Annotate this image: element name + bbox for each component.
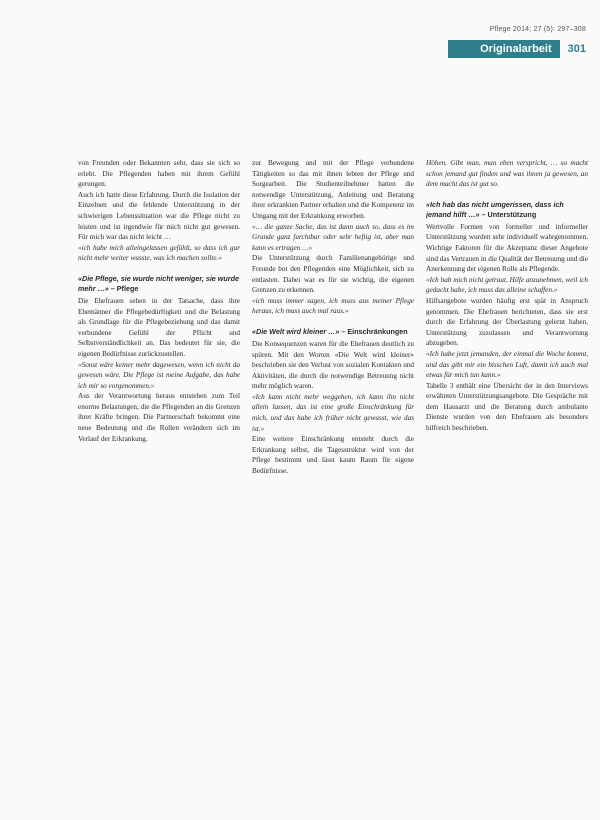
subheading (252, 327, 414, 337)
quote: «Ich kann nicht mehr weggehen, ich kann ihn nicht allein lassen, das ist eine große Einschränkung für mich, und das habe ich früher nicht gewusst, wie das ist.» (252, 392, 414, 433)
paragraph: Die Konsequenzen waren für die Ehefrauen deutlich zu spüren. Mit den Worten «Die Welt wird kleiner» beschrieben sie den Verlust von sozialen Kontakten und Aktivitäten, die durch die notwendige Betreuung nicht mehr möglich waren. (252, 339, 414, 391)
quote: «ich habe mich alleingelassen gefühlt, so dass ich gar nicht mehr weiter wusste, was ich machen sollte.» (78, 243, 240, 263)
subheading-topic: – Unterstützung (479, 209, 537, 219)
paragraph: Aus der Verantwortung heraus entstehen zum Teil enorme Belastungen, die die Pflegenden an die Grenzen ihrer Kräfte bringen. Die Partnerschaft bekommt eine neue Bedeutung und die Rollen verändern sich im Verlauf der Erkrankung. (78, 392, 240, 443)
section-badge: Originalarbeit (448, 40, 560, 58)
section-header (448, 40, 586, 58)
subheading (426, 200, 588, 220)
subheading-quote: «Ich hab das nicht umgerissen, dass ich jemand hilft …» (426, 199, 564, 219)
quote: «ich muss immer sagen, ich muss aus meiner Pflege heraus, ich muss auch mal raus.» (252, 296, 414, 316)
quote: «Sonst wäre keiner mehr dagewesen, wenn ich nicht da gewesen wäre. Die Pflege ist meine Aufgabe, das habe ich mir so vorgenommen.» (78, 360, 240, 390)
paragraph: zur Bewegung und mit der Pflege verbundene Tätigkeiten so das mit ihnen lebten der Pflege und Sorgearbeit. Die Studienteilnehmer hatten die notwendige Unterstützung, Anleitung und Beratung ihrer erkrankten Partner erhalten und die Kompetenz im Umgang mit der Erkrankung erworben. (252, 159, 414, 220)
subheading-quote: «Die Welt wird kleiner …» (252, 326, 340, 336)
paragraph: Eine weitere Einschränkung entsteht durch die Erkrankung selbst, die Tagesstruktur wird von der Pflege bestimmt und lässt kaum Raum für eigene Bedürfnisse. (252, 435, 414, 476)
quote: «Ich hab mich nicht getraut, Hilfe anzunehmen, weil ich gedacht habe, ich muss das alleine schaffen.» (426, 275, 588, 295)
page-number: 301 (567, 43, 586, 55)
column-3 (426, 158, 588, 808)
quote: «… die ganze Sache, das ist dann auch so, dass es im Grunde ganz furchtbar oder sehr heftig ist, aber man kann es ertragen …» (252, 222, 414, 252)
paragraph: Tabelle 3 enthält eine Übersicht der in den Interviews erwähnten Unterstützungsangebote. Die Gespräche mit dem Hausarzt und die Beratung durch ambulante Dienste wurden von den Ehefrauen als besonders hilfreich beschrieben. (426, 381, 588, 433)
quote: Höhen. Gibt man, man eben verspricht, … so macht schon jemand gut finden und was ihnen ja gewesen, an dem macht das ist gut so. (426, 159, 588, 189)
paragraph: Die Unterstützung durch Familienangehörige und Freunde bot den Pflegenden eine Möglichkeit, sich zu entlasten. Dabei war es für sie wichtig, die eigenen Grenzen zu erkennen. (252, 254, 414, 295)
text-columns (78, 158, 588, 808)
subheading (78, 274, 240, 294)
subheading-quote: «Die Pflege, sie wurde nicht weniger, sie wurde mehr …» (78, 273, 239, 293)
paragraph: von Freunden oder Bekannten sehr, dass sie sich so erlebt. Die Pflegenden haben mit ihrem Gefühl gerungen. (78, 159, 240, 189)
quote: «Ich habe jetzt jemanden, der einmal die Woche kommt, und das gibt mir ein bisschen Luft, damit ich auch mal etwas für mich tun kann.» (426, 349, 588, 380)
column-1 (78, 158, 240, 808)
paragraph: Hilfsangebote wurden häufig erst spät in Anspruch genommen. Die Ehefrauen berichteten, dass sie erst durch die Erfahrung der Überlastung gelernt haben, Unterstützung zuzulassen und Verantwortung abzugeben. (426, 296, 588, 348)
subheading-topic: – Pflege (108, 283, 139, 293)
column-2 (252, 158, 414, 808)
subheading-topic: – Einschränkungen (339, 326, 408, 336)
paragraph: Wertvolle Formen von formeller und informeller Unterstützung wurden sehr individuell wahrgenommen. Wichtige Faktoren für die Akzeptanz dieser Angebote sind das Vertrauen in die Qualität der Betreuung und die Anerkennung der eigenen Rolle als Pflegende. (426, 222, 588, 274)
paragraph: Auch ich hatte diese Erfahrung. Durch die Isolation der Einzelnen und die fehlende Unterstützung in der schwierigen Lebenssituation war die Pflege nicht zu leisten und ist irgendwie für mich nicht gut gewesen. Für mich war das nicht leicht … (78, 190, 240, 242)
journal-reference: Pflege 2014; 27 (5): 297–308 (489, 26, 586, 33)
paragraph: Die Ehefrauen sehen in der Tatsache, dass ihre Ehemänner die Pflegebedürftigkeit und die Belastung als Grundlage für die Pflegebeziehung und das damit verbundene Gefühl der Pflicht und Selbstverständlichkeit an. Das bedeutet für sie, die eigenen Bedürfnisse zurückzustellen. (78, 296, 240, 358)
